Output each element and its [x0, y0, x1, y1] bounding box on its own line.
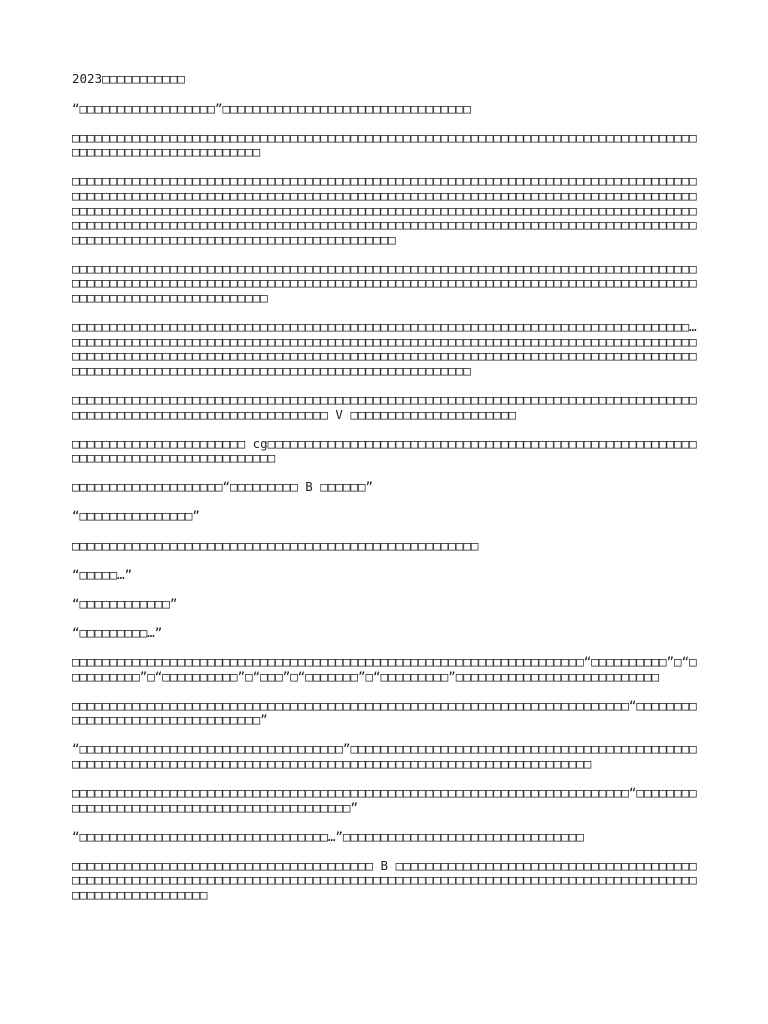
paragraph: □□□□□□□□□□□□□□□□□□□□□□□□□□□□□□□□□□□□□□□□ B □□□□□□□□□□□□□□□□□□□□□□□□□□□□□□□□□□□□□□□□□□□□□□□□□□□□□□□□□□□□□□□□□□□□□□□□□□□□□□□□□□□□□□□□□□□□□□□□□□□□□□□□□□□□□□□□□□□□□□□□□□□□□□□□□□□□□□□□□□□□□: [72, 857, 697, 902]
paragraph: □□□□□□□□□□□□□□□□□□□□□□□□□□□□□□□□□□□□□□□□□□□□□□□□□□□□□□□□□□□□□□□□□□□□□□□□□□□□□□□□□□□□□□□□□□□□□□□□□□□□□□□□□□□□□□□□□□□□□□□□□□□□□□□□□□□□□□□□□□□□□□□□□□□□□□□□□□□□□□□□□□□□□□□□□□□□□□□□□□□□□□□□□□□□□□□□□□□□□□□□□□□□□□□□□□□□□□□□□□□□□□□□□□□□□□□□□□□□□□□□□□□□□□□□□□□□□□□□□□□□□□□□□□□□□□□□□□□□□□□□□□□□□□□□□□□□□□□□□□□□□□□□□□□□□□□□□□□□□□□□□□□□□□□□□□□□□□□□□□□□□□□□□□□□□□□□□□□□□□□□□□□□□□□□□□□□□□□: [72, 173, 697, 247]
dialogue-line: “□□□□□□□□□…”: [72, 624, 163, 640]
document-subtitle: “□□□□□□□□□□□□□□□□□□”□□□□□□□□□□□□□□□□□□□□□□□□□□□□□□□□□: [72, 100, 471, 116]
document-body: [72, 72, 702, 917]
dialogue-line: “□□□□□□□□□□□□□□□”: [72, 508, 200, 524]
document-title: 2023□□□□□□□□□□□: [72, 71, 185, 86]
paragraph: □□□□□□□□□□□□□□□□□□□□□□□□□□□□□□□□□□□□□□□□□□□□□□□□□□□□□□□□□□□□□□□□□□□□□□□□□□□□□□□□□□□□□□□□□□□□□□□□□□□□□□□□□□□□: [72, 129, 697, 160]
paragraph: □□□□□□□□□□□□□□□□□□□□□□□□□□□□□□□□□□□□□□□□□□□□□□□□□□□□□□□□□□□□□□□□□□□□□□□□□□“□□□□□□□□□□□□□□□□□□□□□□□□□□□□□□□□□”: [72, 697, 697, 728]
paragraph: □□□□□□□□□□□□□□□□□□□□□□□□□□□□□□□□□□□□□□□□□□□□□□□□□□□□□□□□□□□□□□□□□□□□“□□□□□□□□□□”□“□□□□□□□□□□”□“□□□□□□□□□□”□“□□□”□“□□□□□□□”□“□□□□□□□□□”□□□□□□□□□□□□□□□□□□□□□□□□□□□: [72, 653, 697, 684]
paragraph: “□□□□□□□□□□□□□□□□□□□□□□□□□□□□□□□□□…”□□□□□□□□□□□□□□□□□□□□□□□□□□□□□□□□: [72, 828, 584, 844]
paragraph: □□□□□□□□□□□□□□□□□□□□□□□ cg□□□□□□□□□□□□□□□□□□□□□□□□□□□□□□□□□□□□□□□□□□□□□□□□□□□□□□□□□□□□□□□□□□□□□□□□□□□□□□□□□□□□: [72, 435, 697, 466]
paragraph: □□□□□□□□□□□□□□□□□□□□□□□□□□□□□□□□□□□□□□□□□□□□□□□□□□□□□□□□□□□□□□□□□□□□□□□□□□□□□□□□□□□□□□□□□□□□□□□□□□□□□□□□□□□□□□□□□□□□□ V □□□□□□□□□□□□□□□□□□□□□□: [72, 392, 697, 422]
paragraph: “□□□□□□□□□□□□□□□□□□□□□□□□□□□□□□□□□□□”□□□□□□□□□□□□□□□□□□□□□□□□□□□□□□□□□□□□□□□□□□□□□□□□□□□□□□□□□□□□□□□□□□□□□□□□□□□□□□□□□□□□□□□□□□□□□□□□□□□□□□□□□□□□□□□□□□□: [72, 741, 697, 771]
paragraph: □□□□□□□□□□□□□□□□□□□□□□□□□□□□□□□□□□□□□□□□□□□□□□□□□□□□□□□□□□□□□□□□□□□□□□□□□□“□□□□□□□□□□□□□□□□□□□□□□□□□□□□□□□□□□□□□□□□□□□□□”: [72, 785, 697, 815]
paragraph: □□□□□□□□□□□□□□□□□□□□“□□□□□□□□□ B □□□□□□”: [72, 479, 374, 495]
paragraph: □□□□□□□□□□□□□□□□□□□□□□□□□□□□□□□□□□□□□□□□□□□□□□□□□□□□□□: [72, 537, 479, 553]
paragraph: □□□□□□□□□□□□□□□□□□□□□□□□□□□□□□□□□□□□□□□□□□□□□□□□□□□□□□□□□□□□□□□□□□□□□□□□□□□□□□□□□□□□□□□□□□□□□□□□□□□□□□□□□□□□□□□□□□□□□□□□□□□□□□□□□□□□□□□□□□□□□□□□□□□□□□□□□□□□□□□□□□□□□□□□□□□□□□□□□□□□□□□□□□□□□□□□: [72, 260, 697, 306]
dialogue-line: “□□□□□□□□□□□□”: [72, 595, 178, 611]
dialogue-line: “□□□□□…”: [72, 566, 133, 582]
paragraph: □□□□□□□□□□□□□□□□□□□□□□□□□□□□□□□□□□□□□□□□□□□□□□□□□□□□□□□□□□□□□□□□□□□□□□□□□□□□□□□□□□…□□□□□□□□□□□□□□□□□□□□□□□□□□□□□□□□□□□□□□□□□□□□□□□□□□□□□□□□□□□□□□□□□□□□□□□□□□□□□□□□□□□□□□□□□□□□□□□□□□□□□□□□□□□□□□□□□□□□□□□□□□□□□□□□□□□□□□□□□□□□□□□□□□□□□□□□□□□□□□□□□□□□□□□□□□□□□□□□□□□□□□□□□□□□□□□□□□□□□□□□□□□□□□□□□□□□□□□□□□□: [72, 319, 697, 378]
